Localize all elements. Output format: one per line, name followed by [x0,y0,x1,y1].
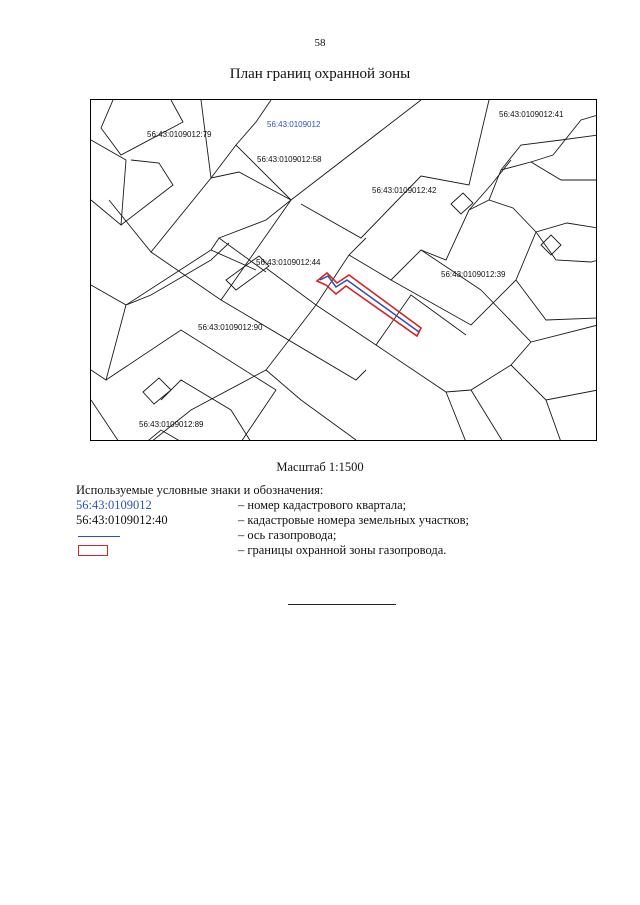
gas-pipeline-protection-zone [317,273,421,336]
legend-row-parcel [76,513,576,528]
legend-parcel-number-sample: 56:43:0109012:40 [76,513,168,527]
legend-description: – границы охранной зоны газопровода. [238,543,447,557]
page-number: 58 [314,37,326,49]
parcel-label: 56:43:0109012:44 [256,258,321,267]
page-title: План границ охранной зоны [229,66,411,82]
parcel-label: 56:43:0109012:90 [198,323,263,332]
blue-line-icon [78,536,120,537]
legend-row-pipeline-axis [76,528,576,543]
legend-quarter-number-sample: 56:43:0109012 [76,498,152,512]
end-divider-line [288,604,396,605]
legend-row-protection-zone [76,543,576,558]
legend [76,482,576,558]
cadastral-map [90,99,597,441]
legend-description: – ось газопровода; [238,528,337,542]
map-lines [91,100,597,441]
legend-heading: Используемые условные знаки и обозначения: [76,483,324,497]
parcel-label: 56:43:0109012:39 [441,270,506,279]
parcel-label: 56:43:0109012:42 [372,186,437,195]
parcel-label: 56:43:0109012:79 [147,130,212,139]
parcel-label: 56:43:0109012:89 [139,420,204,429]
parcel-label: 56:43:0109012:41 [499,110,564,119]
legend-row-quarter [76,498,576,513]
parcel-label: 56:43:0109012:58 [257,155,322,164]
quarter-number-label: 56:43:0109012 [267,120,321,129]
legend-description: – кадастровые номера земельных участков; [238,513,469,527]
legend-description: – номер кадастрового квартала; [238,498,407,512]
map-scale: Масштаб 1:1500 [276,460,364,474]
red-rectangle-icon [78,545,108,556]
